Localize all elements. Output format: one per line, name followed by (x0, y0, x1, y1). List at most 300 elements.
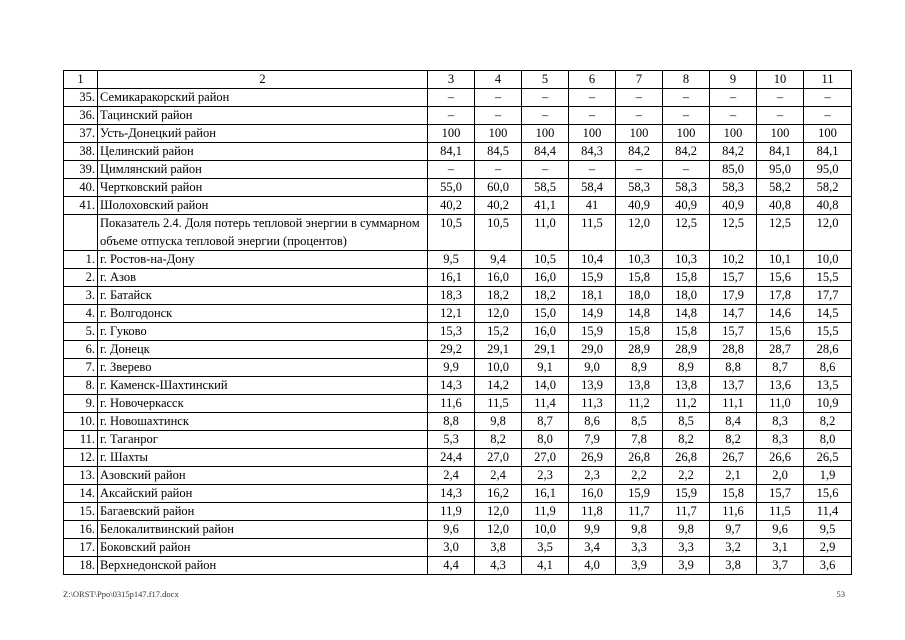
row-value: 17,7 (804, 287, 852, 305)
row-value: 14,3 (428, 377, 475, 395)
row-value: 3,8 (710, 557, 757, 575)
row-value: 26,8 (663, 449, 710, 467)
row-value: 9,9 (569, 521, 616, 539)
row-number: 41. (64, 197, 98, 215)
row-value: 9,5 (804, 521, 852, 539)
row-value: 29,1 (522, 341, 569, 359)
row-value: 8,2 (663, 431, 710, 449)
table-body (64, 89, 852, 575)
row-value: 11,7 (616, 503, 663, 521)
row-value: – (710, 107, 757, 125)
row-name: Семикаракорский район (98, 89, 428, 107)
column-header: 9 (710, 71, 757, 89)
row-value: 100 (475, 125, 522, 143)
row-number: 4. (64, 305, 98, 323)
row-value: 11,5 (569, 215, 616, 251)
row-value: 10,3 (663, 251, 710, 269)
row-value: 14,8 (616, 305, 663, 323)
row-value: 95,0 (804, 161, 852, 179)
row-value: 40,9 (616, 197, 663, 215)
row-number: 38. (64, 143, 98, 161)
row-value: 4,0 (569, 557, 616, 575)
table-header-row (64, 71, 852, 89)
row-value: 15,6 (804, 485, 852, 503)
row-value: 3,3 (663, 539, 710, 557)
row-number: 17. (64, 539, 98, 557)
column-header: 1 (64, 71, 98, 89)
row-value: 15,6 (757, 269, 804, 287)
row-value: 28,8 (710, 341, 757, 359)
row-value: 12,0 (475, 305, 522, 323)
row-value: 3,1 (757, 539, 804, 557)
row-value: 9,8 (616, 521, 663, 539)
table-row (64, 143, 852, 161)
row-value: 15,9 (663, 485, 710, 503)
row-name: Боковский район (98, 539, 428, 557)
row-value: 8,3 (757, 431, 804, 449)
table-row (64, 179, 852, 197)
row-name: г. Новочеркасск (98, 395, 428, 413)
table-row (64, 377, 852, 395)
row-value: 15,9 (569, 323, 616, 341)
row-value: 15,8 (616, 269, 663, 287)
row-value: 15,2 (475, 323, 522, 341)
row-value: 58,3 (663, 179, 710, 197)
row-name: Верхнедонской район (98, 557, 428, 575)
row-value: 2,9 (804, 539, 852, 557)
row-value: 4,1 (522, 557, 569, 575)
table-row (64, 161, 852, 179)
row-name: г. Каменск-Шахтинский (98, 377, 428, 395)
row-value: – (569, 107, 616, 125)
row-value: 84,1 (804, 143, 852, 161)
row-value: 11,4 (522, 395, 569, 413)
table-row (64, 467, 852, 485)
table-row (64, 251, 852, 269)
row-value: 11,8 (569, 503, 616, 521)
column-header: 2 (98, 71, 428, 89)
row-value: 10,4 (569, 251, 616, 269)
row-value: 85,0 (710, 161, 757, 179)
table-row (64, 557, 852, 575)
row-value: – (663, 107, 710, 125)
row-name: г. Волгодонск (98, 305, 428, 323)
row-value: – (522, 107, 569, 125)
row-value: 40,2 (475, 197, 522, 215)
row-value: 40,9 (710, 197, 757, 215)
row-name: г. Новошахтинск (98, 413, 428, 431)
row-value: 100 (757, 125, 804, 143)
row-value: 10,0 (475, 359, 522, 377)
row-value: 55,0 (428, 179, 475, 197)
row-value: 100 (522, 125, 569, 143)
column-header: 5 (522, 71, 569, 89)
row-value: 15,5 (804, 269, 852, 287)
row-value: 14,0 (522, 377, 569, 395)
row-name: Азовский район (98, 467, 428, 485)
row-value: 16,2 (475, 485, 522, 503)
row-value: – (428, 161, 475, 179)
row-number: 3. (64, 287, 98, 305)
row-value: – (616, 89, 663, 107)
row-value: 14,2 (475, 377, 522, 395)
row-value: 84,4 (522, 143, 569, 161)
row-value: 40,9 (663, 197, 710, 215)
row-value: 15,7 (757, 485, 804, 503)
row-value: – (522, 161, 569, 179)
row-value: 8,6 (804, 359, 852, 377)
column-header: 10 (757, 71, 804, 89)
row-number: 9. (64, 395, 98, 413)
row-value: 3,3 (616, 539, 663, 557)
row-value: – (475, 161, 522, 179)
table-row (64, 341, 852, 359)
row-value: 2,0 (757, 467, 804, 485)
row-name: г. Зверево (98, 359, 428, 377)
row-value: 10,5 (522, 251, 569, 269)
footer-file-path: Z:\ORST\Ppo\0315p147.f17.docx (63, 589, 179, 599)
row-value: 11,4 (804, 503, 852, 521)
row-value: 9,8 (663, 521, 710, 539)
row-number: 8. (64, 377, 98, 395)
table-row (64, 287, 852, 305)
row-value: 11,6 (428, 395, 475, 413)
row-name: Белокалитвинский район (98, 521, 428, 539)
row-value: 18,0 (616, 287, 663, 305)
row-value: 40,8 (757, 197, 804, 215)
row-name: Целинский район (98, 143, 428, 161)
row-value: 3,5 (522, 539, 569, 557)
row-value: – (663, 89, 710, 107)
row-value: 3,4 (569, 539, 616, 557)
row-value: 58,2 (757, 179, 804, 197)
row-value: 4,3 (475, 557, 522, 575)
row-value: 84,2 (710, 143, 757, 161)
row-value: 15,8 (616, 323, 663, 341)
row-number: 35. (64, 89, 98, 107)
row-value: 12,1 (428, 305, 475, 323)
table-row (64, 215, 852, 251)
row-value: – (804, 107, 852, 125)
row-value: 8,2 (804, 413, 852, 431)
row-value: 18,1 (569, 287, 616, 305)
row-value: 14,8 (663, 305, 710, 323)
row-value: 10,5 (475, 215, 522, 251)
row-value: 9,6 (757, 521, 804, 539)
row-number: 5. (64, 323, 98, 341)
row-value: 16,0 (569, 485, 616, 503)
table-row (64, 503, 852, 521)
row-value: – (569, 89, 616, 107)
row-value: 26,9 (569, 449, 616, 467)
row-value: 12,0 (475, 503, 522, 521)
row-value: 11,0 (522, 215, 569, 251)
row-value: 14,6 (757, 305, 804, 323)
row-value: 2,3 (569, 467, 616, 485)
row-number: 1. (64, 251, 98, 269)
row-value: – (475, 107, 522, 125)
row-value: 58,2 (804, 179, 852, 197)
column-header: 7 (616, 71, 663, 89)
row-name: г. Гуково (98, 323, 428, 341)
row-value: – (428, 107, 475, 125)
row-value: 9,9 (428, 359, 475, 377)
row-value: 8,7 (522, 413, 569, 431)
row-value: 100 (616, 125, 663, 143)
row-value: 12,5 (710, 215, 757, 251)
row-value: 3,9 (616, 557, 663, 575)
row-value: 29,0 (569, 341, 616, 359)
row-value: 12,5 (663, 215, 710, 251)
row-value: 28,9 (616, 341, 663, 359)
table-row (64, 449, 852, 467)
row-value: – (616, 161, 663, 179)
row-name: г. Таганрог (98, 431, 428, 449)
row-value: 84,2 (663, 143, 710, 161)
row-value: 27,0 (522, 449, 569, 467)
table-row (64, 89, 852, 107)
row-value: 26,6 (757, 449, 804, 467)
row-value: 9,1 (522, 359, 569, 377)
row-number: 12. (64, 449, 98, 467)
row-value: 100 (804, 125, 852, 143)
data-table (63, 70, 852, 575)
row-value: 13,8 (663, 377, 710, 395)
row-value: 18,0 (663, 287, 710, 305)
table-row (64, 431, 852, 449)
row-number (64, 215, 98, 251)
row-value: 15,6 (757, 323, 804, 341)
row-number: 39. (64, 161, 98, 179)
row-value: 10,9 (804, 395, 852, 413)
row-value: 11,6 (710, 503, 757, 521)
row-value: – (804, 89, 852, 107)
row-value: 8,4 (710, 413, 757, 431)
row-number: 15. (64, 503, 98, 521)
row-value: 17,9 (710, 287, 757, 305)
row-name: г. Батайск (98, 287, 428, 305)
table-row (64, 305, 852, 323)
row-number: 37. (64, 125, 98, 143)
row-value: 5,3 (428, 431, 475, 449)
row-value: 40,8 (804, 197, 852, 215)
row-value: 8,7 (757, 359, 804, 377)
table-row (64, 521, 852, 539)
row-value: 14,5 (804, 305, 852, 323)
row-value: 14,3 (428, 485, 475, 503)
row-value: 8,9 (616, 359, 663, 377)
row-number: 16. (64, 521, 98, 539)
row-value: 84,1 (757, 143, 804, 161)
row-value: 18,3 (428, 287, 475, 305)
row-name: Шолоховский район (98, 197, 428, 215)
column-header: 11 (804, 71, 852, 89)
row-value: 10,0 (804, 251, 852, 269)
row-value: 2,4 (475, 467, 522, 485)
row-value: 84,3 (569, 143, 616, 161)
row-value: 13,9 (569, 377, 616, 395)
row-number: 40. (64, 179, 98, 197)
row-name: Показатель 2.4. Доля потерь тепловой энергии в суммарном объеме отпуска тепловой энергии (процентов) (98, 215, 428, 251)
row-value: 15,8 (663, 323, 710, 341)
table-row (64, 323, 852, 341)
row-value: 8,5 (616, 413, 663, 431)
row-value: 13,6 (757, 377, 804, 395)
row-number: 13. (64, 467, 98, 485)
row-value: 11,7 (663, 503, 710, 521)
column-header: 6 (569, 71, 616, 89)
row-value: 24,4 (428, 449, 475, 467)
row-value: 8,6 (569, 413, 616, 431)
row-value: 8,0 (522, 431, 569, 449)
row-name: Чертковский район (98, 179, 428, 197)
row-value: 41 (569, 197, 616, 215)
row-name: г. Донецк (98, 341, 428, 359)
row-value: 95,0 (757, 161, 804, 179)
row-value: 10,0 (522, 521, 569, 539)
row-value: 16,1 (428, 269, 475, 287)
row-value: – (428, 89, 475, 107)
row-value: 9,8 (475, 413, 522, 431)
row-value: 26,8 (616, 449, 663, 467)
row-value: 29,1 (475, 341, 522, 359)
column-header: 4 (475, 71, 522, 89)
row-value: 11,1 (710, 395, 757, 413)
row-value: – (663, 161, 710, 179)
table-row (64, 125, 852, 143)
row-value: – (475, 89, 522, 107)
row-value: 28,6 (804, 341, 852, 359)
row-value: 11,2 (616, 395, 663, 413)
row-name: Усть-Донецкий район (98, 125, 428, 143)
row-value: 7,9 (569, 431, 616, 449)
row-value: 84,1 (428, 143, 475, 161)
row-value: 14,9 (569, 305, 616, 323)
row-value: 84,2 (616, 143, 663, 161)
row-value: 2,2 (663, 467, 710, 485)
row-value: 12,0 (475, 521, 522, 539)
row-value: 16,1 (522, 485, 569, 503)
row-value: 40,2 (428, 197, 475, 215)
row-value: 7,8 (616, 431, 663, 449)
row-value: 16,0 (522, 269, 569, 287)
row-value: 8,0 (804, 431, 852, 449)
row-value: 58,4 (569, 179, 616, 197)
row-value: 9,4 (475, 251, 522, 269)
row-value: 12,0 (804, 215, 852, 251)
row-value: 15,5 (804, 323, 852, 341)
row-value: – (569, 161, 616, 179)
row-value: 11,0 (757, 395, 804, 413)
row-value: 29,2 (428, 341, 475, 359)
table-row (64, 359, 852, 377)
row-value: 28,9 (663, 341, 710, 359)
row-value: 8,2 (475, 431, 522, 449)
row-value: 15,0 (522, 305, 569, 323)
row-value: 18,2 (522, 287, 569, 305)
row-number: 2. (64, 269, 98, 287)
row-value: 11,5 (475, 395, 522, 413)
row-value: 26,5 (804, 449, 852, 467)
row-value: 28,7 (757, 341, 804, 359)
row-name: г. Ростов-на-Дону (98, 251, 428, 269)
column-header: 3 (428, 71, 475, 89)
row-value: 15,9 (569, 269, 616, 287)
row-value: – (616, 107, 663, 125)
row-value: 10,3 (616, 251, 663, 269)
row-value: – (522, 89, 569, 107)
row-value: 100 (569, 125, 616, 143)
row-value: 18,2 (475, 287, 522, 305)
table-row (64, 413, 852, 431)
row-number: 36. (64, 107, 98, 125)
row-name: Тацинский район (98, 107, 428, 125)
row-number: 10. (64, 413, 98, 431)
row-value: 2,4 (428, 467, 475, 485)
row-value: 3,2 (710, 539, 757, 557)
row-value: 41,1 (522, 197, 569, 215)
row-value: 4,4 (428, 557, 475, 575)
row-value: 14,7 (710, 305, 757, 323)
row-value: 100 (710, 125, 757, 143)
row-value: 9,7 (710, 521, 757, 539)
row-value: 17,8 (757, 287, 804, 305)
row-name: Багаевский район (98, 503, 428, 521)
row-value: 84,5 (475, 143, 522, 161)
row-value: 8,8 (428, 413, 475, 431)
row-value: 8,2 (710, 431, 757, 449)
row-name: г. Шахты (98, 449, 428, 467)
row-value: 3,7 (757, 557, 804, 575)
table-row (64, 107, 852, 125)
row-value: 3,9 (663, 557, 710, 575)
row-value: 10,5 (428, 215, 475, 251)
row-number: 6. (64, 341, 98, 359)
table-row (64, 395, 852, 413)
row-value: 12,0 (616, 215, 663, 251)
row-value: 8,5 (663, 413, 710, 431)
row-value: 1,9 (804, 467, 852, 485)
row-value: 26,7 (710, 449, 757, 467)
row-value: 9,5 (428, 251, 475, 269)
row-value: 100 (428, 125, 475, 143)
row-value: 60,0 (475, 179, 522, 197)
column-header: 8 (663, 71, 710, 89)
row-number: 18. (64, 557, 98, 575)
row-value: 2,1 (710, 467, 757, 485)
table-row (64, 485, 852, 503)
row-value: 3,6 (804, 557, 852, 575)
row-value: – (710, 89, 757, 107)
row-number: 7. (64, 359, 98, 377)
row-value: 16,0 (522, 323, 569, 341)
row-value: 100 (663, 125, 710, 143)
row-value: 58,3 (710, 179, 757, 197)
row-value: 58,5 (522, 179, 569, 197)
row-value: 8,8 (710, 359, 757, 377)
row-value: 16,0 (475, 269, 522, 287)
row-value: 15,8 (663, 269, 710, 287)
row-value: 11,9 (522, 503, 569, 521)
footer-page-number: 53 (836, 589, 845, 599)
row-value: 9,0 (569, 359, 616, 377)
row-value: 15,7 (710, 269, 757, 287)
row-number: 11. (64, 431, 98, 449)
row-value: 9,6 (428, 521, 475, 539)
row-value: 58,3 (616, 179, 663, 197)
row-value: 27,0 (475, 449, 522, 467)
row-value: 8,9 (663, 359, 710, 377)
